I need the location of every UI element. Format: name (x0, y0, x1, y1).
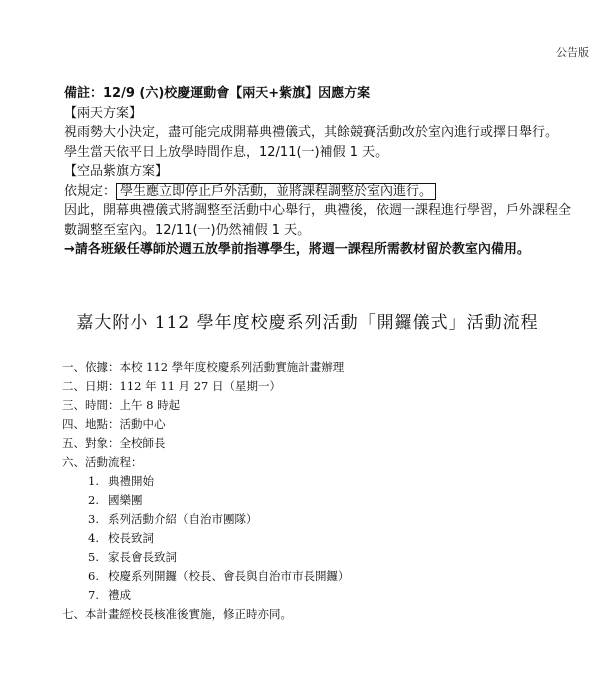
rule-boxed-text: 學生應立即停止戶外活動，並將課程調整於室內進行。 (116, 183, 436, 200)
rain-plan-heading: 【兩天方案】 (64, 105, 143, 121)
flow-step (62, 472, 582, 491)
teacher-instruction: →請各班級任導師於週五放學前指導學生，將週一課程所需教材留於教室內備用。 (64, 242, 530, 257)
flow-step-text: 校慶系列開鑼（校長、會長與自治市市長開鑼） (108, 569, 350, 583)
flow-step-number: 5. (88, 550, 99, 564)
flow-step (62, 548, 582, 567)
rain-plan-line: 學生當天依平日上放學時間作息，12/11(一)補假 1 天。 (64, 144, 389, 160)
corner-label: 公告版 (556, 46, 589, 59)
flow-step-text: 家長會長致詞 (108, 550, 177, 564)
purple-plan-heading: 【空品紫旗方案】 (64, 164, 169, 179)
schedule-place: 四、地點：活動中心 (62, 417, 166, 431)
schedule-closing: 七、本計畫經校長核准後實施，修正時亦同。 (62, 607, 292, 621)
flow-steps-list (62, 472, 582, 605)
schedule-block (62, 358, 582, 624)
flow-step (62, 510, 582, 529)
event-title: 嘉大附小 112 學年度校慶系列活動「開鑼儀式」活動流程 (76, 313, 539, 333)
schedule-audience: 五、對象：全校師長 (62, 436, 166, 450)
rain-plan-line: 視雨勢大小決定，盡可能完成開幕典禮儀式，其餘競賽活動改於室內進行或擇日舉行。 (64, 125, 559, 140)
flow-step-text: 校長致詞 (108, 531, 154, 545)
flow-step-text: 禮成 (108, 588, 131, 602)
flow-step-number: 1. (88, 474, 99, 488)
flow-step-number: 2. (88, 493, 99, 507)
flow-step-text: 國樂團 (108, 493, 143, 507)
flow-step-text: 典禮開始 (108, 474, 154, 488)
rule-line (64, 182, 564, 202)
schedule-date: 二、日期：112 年 11 月 27 日（星期一） (62, 379, 281, 393)
schedule-flow-heading: 六、活動流程： (62, 455, 143, 469)
schedule-time: 三、時間：上午 8 時起 (62, 398, 181, 412)
flow-step-number: 4. (88, 531, 99, 545)
rule-prefix: 依規定： (64, 183, 117, 199)
purple-plan-line: 數調整至室內。12/11(一)仍然補假 1 天。 (64, 222, 311, 238)
flow-step (62, 586, 582, 605)
notice-block (64, 84, 572, 260)
notice-title: 備註：12/9 (六)校慶運動會【兩天+紫旗】因應方案 (64, 86, 371, 101)
flow-step-number: 7. (88, 588, 99, 602)
purple-plan-line: 因此，開幕典禮儀式將調整至活動中心舉行，典禮後，依週一課程進行學習，戶外課程全 (64, 203, 572, 218)
flow-step-number: 6. (88, 569, 99, 583)
flow-step (62, 567, 582, 586)
flow-step-number: 3. (88, 512, 99, 526)
flow-step (62, 491, 582, 510)
schedule-basis: 一、依據：本校 112 學年度校慶系列活動實施計畫辦理 (62, 360, 345, 374)
flow-step (62, 529, 582, 548)
flow-step-text: 系列活動介紹（自治市團隊） (108, 512, 258, 526)
